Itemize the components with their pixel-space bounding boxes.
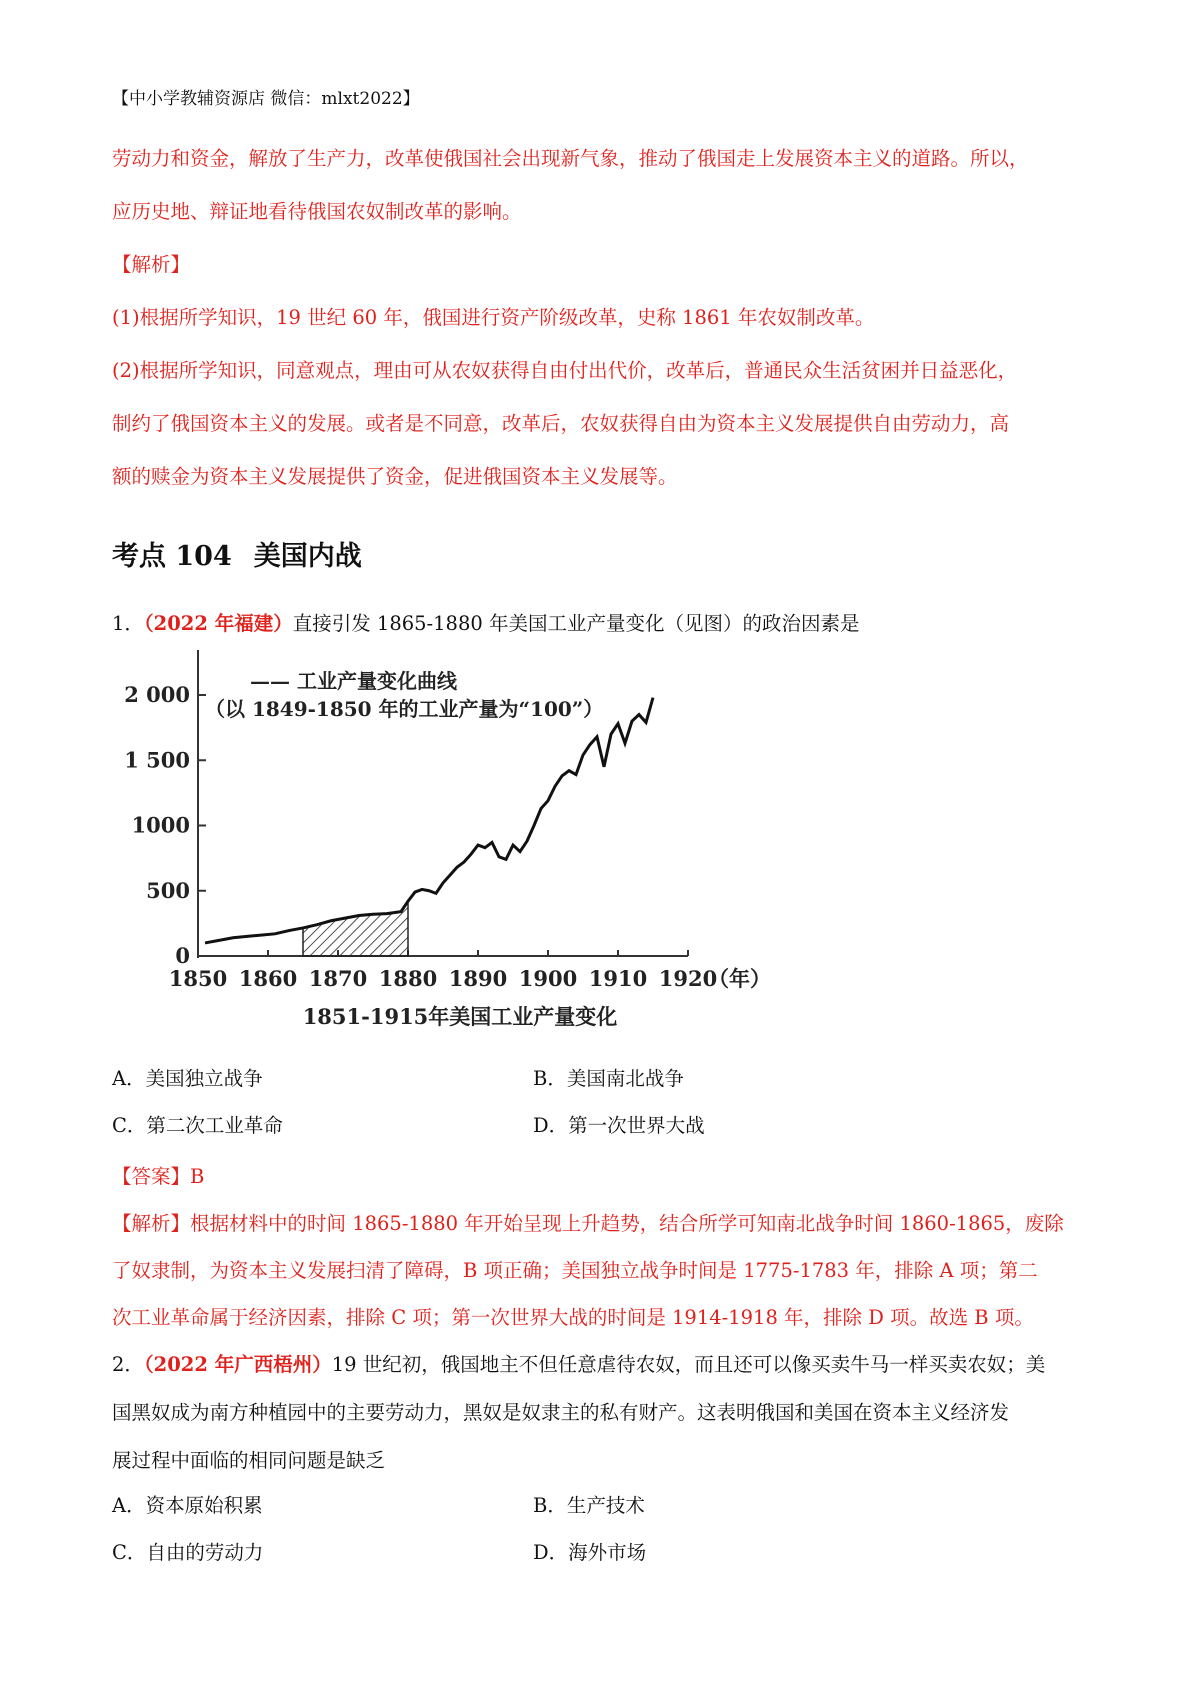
question-text: 直接引发 1865-1880 年美国工业产量变化（见图）的政治因素是: [292, 612, 860, 635]
x-tick-label: 1860: [238, 966, 298, 991]
analysis-line: 次工业革命属于经济因素，排除 C 项；第一次世界大战的时间是 1914-1918 年，排除 D 项。故选 B 项。: [112, 1306, 1034, 1329]
option-a: A．美国独立战争: [112, 1067, 263, 1090]
x-tick-label: 1900: [518, 966, 578, 991]
industrial-output-chart: [124, 650, 771, 1030]
section-label: 考点 104: [112, 541, 232, 572]
y-tick-label: 500: [146, 877, 190, 903]
x-tick-label: 1870: [308, 966, 368, 991]
answer-value: B: [190, 1165, 205, 1188]
analysis-text: 根据材料中的时间 1865-1880 年开始呈现上升趋势，结合所学可知南北战争时间 1860-1865，废除: [190, 1212, 1064, 1235]
analysis-label: 【解析】: [112, 1212, 191, 1235]
y-tick-label: 0: [175, 943, 190, 968]
series-line-industrial-output: [205, 698, 653, 943]
option-d: D．第一次世界大战: [533, 1114, 705, 1137]
question-2-stem: [112, 1338, 1045, 1391]
chart-legend-line1: —— 工业产量变化曲线: [250, 669, 457, 693]
chart-legend-line2: （以 1849-1850 年的工业产量为“100”）: [205, 697, 604, 721]
analysis-line: [112, 1197, 1064, 1250]
x-tick-label: 1920: [658, 966, 718, 991]
question-2-stem-line: 展过程中面临的相同问题是缺乏: [112, 1449, 386, 1472]
option-b: B．生产技术: [533, 1494, 645, 1517]
question-number: 1．: [112, 612, 144, 635]
section-topic: 美国内战: [253, 541, 362, 572]
chart-ticks: [124, 682, 771, 991]
x-tick-label: 1890: [448, 966, 508, 991]
analysis-paragraph-1: (1)根据所学知识，19 世纪 60 年，俄国进行资产阶级改革，史称 1861 年农奴制改革。: [112, 306, 875, 329]
answer-label: 【答案】: [112, 1165, 191, 1188]
question-source: （2022 年广西梧州）: [143, 1353, 332, 1376]
page-header: 【中小学教辅资源店 微信：mlxt2022】: [112, 89, 420, 109]
chart-title: 1851-1915年美国工业产量变化: [302, 1004, 618, 1029]
option-b: B．美国南北战争: [533, 1067, 684, 1090]
prev-answer-line: 劳动力和资金，解放了生产力，改革使俄国社会出现新气象，推动了俄国走上发展资本主义的道路。所以，: [112, 147, 1029, 170]
analysis-paragraph-2: 额的赎金为资本主义发展提供了资金，促进俄国资本主义发展等。: [112, 465, 678, 488]
shaded-area-1865-1880: [303, 901, 408, 956]
analysis-paragraph-2: 制约了俄国资本主义的发展。或者是不同意，改革后，农奴获得自由为资本主义发展提供自由劳动力，高: [112, 412, 1010, 435]
analysis-paragraph-2: (2)根据所学知识，同意观点，理由可从农奴获得自由付出代价，改革后，普通民众生活贫困并日益恶化，: [112, 359, 1018, 382]
question-text: 19 世纪初，俄国地主不但任意虐待农奴，而且还可以像买卖牛马一样买卖农奴；美: [331, 1353, 1046, 1376]
section-title: [112, 534, 362, 573]
question-1-stem: [112, 597, 859, 650]
analysis-label: 【解析】: [112, 253, 191, 276]
x-axis-label: （年）: [708, 966, 771, 991]
option-d: D．海外市场: [533, 1541, 647, 1564]
question-2-stem-line: 国黑奴成为南方种植园中的主要劳动力，黑奴是奴隶主的私有财产。这表明俄国和美国在资本主义经济发: [112, 1401, 1010, 1424]
x-tick-label: 1880: [378, 966, 438, 991]
y-tick-label: 1000: [131, 812, 190, 838]
y-tick-label: 2 000: [124, 682, 190, 707]
x-tick-label: 1910: [588, 966, 648, 991]
option-c: C．自由的劳动力: [112, 1541, 264, 1564]
option-a: A．资本原始积累: [112, 1494, 263, 1517]
x-tick-label: 1850: [168, 966, 228, 991]
analysis-line: 了奴隶制，为资本主义发展扫清了障碍，B 项正确；美国独立战争时间是 1775-1783 年，排除 A 项；第二: [112, 1259, 1038, 1282]
option-c: C．第二次工业革命: [112, 1114, 283, 1137]
question-source: （2022 年福建）: [143, 612, 293, 635]
y-tick-label: 1 500: [124, 747, 190, 773]
prev-answer-line: 应历史地、辩证地看待俄国农奴制改革的影响。: [112, 200, 522, 223]
question-number: 2．: [112, 1353, 144, 1376]
answer-line: [112, 1150, 204, 1203]
